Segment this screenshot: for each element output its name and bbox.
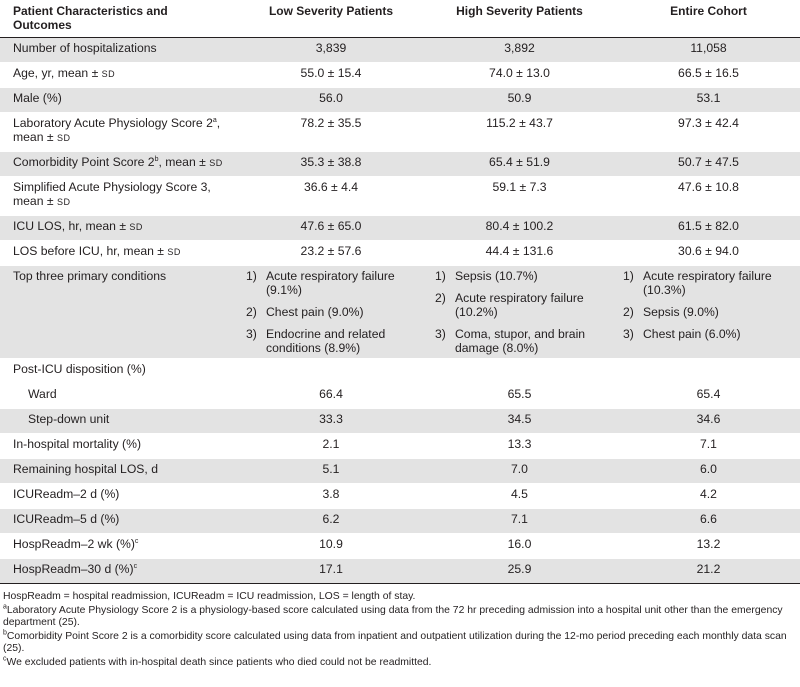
cell-high: 34.5 <box>422 409 610 434</box>
table-row <box>0 459 800 484</box>
table-row <box>0 63 800 88</box>
row-label: Remaining hospital LOS, d <box>0 459 233 484</box>
table-row <box>0 88 800 113</box>
cell-high: 80.4 ± 100.2 <box>422 216 610 241</box>
table-row <box>0 384 800 409</box>
cell-low-conditions <box>233 266 422 359</box>
cell-low: 5.1 <box>233 459 422 484</box>
condition-list <box>623 269 794 341</box>
table-row <box>0 509 800 534</box>
cell-high: 44.4 ± 131.6 <box>422 241 610 266</box>
cell-high: 7.0 <box>422 459 610 484</box>
row-label: In-hospital mortality (%) <box>0 434 233 459</box>
cell-low: 56.0 <box>233 88 422 113</box>
cell-entire: 4.2 <box>610 484 800 509</box>
row-label: Male (%) <box>0 88 233 113</box>
row-label: Comorbidity Point Score 2$^b$, mean ± SD <box>0 152 233 177</box>
list-item: 2) Sepsis (9.0%) <box>623 305 719 319</box>
cell-high: 50.9 <box>422 88 610 113</box>
footnote-abbreviations: HospReadm = hospital readmission, ICUReadm = ICU readmission, LOS = length of stay. <box>3 591 416 602</box>
row-label: ICUReadm–5 d (%) <box>0 509 233 534</box>
row-label: Number of hospitalizations <box>0 38 233 63</box>
row-label: Step-down unit <box>0 409 233 434</box>
cell-entire: 61.5 ± 82.0 <box>610 216 800 241</box>
cell-entire: 97.3 ± 42.4 <box>610 113 800 152</box>
table-row <box>0 216 800 241</box>
cell-low: 78.2 ± 35.5 <box>233 113 422 152</box>
condition-list <box>246 269 416 355</box>
list-item: 2) Acute respiratory failure (10.2%) <box>435 291 584 319</box>
cell-entire: 47.6 ± 10.8 <box>610 177 800 216</box>
cell-entire-conditions <box>610 266 800 359</box>
table-row <box>0 113 800 152</box>
list-item: 3) Coma, stupor, and brain damage (8.0%) <box>435 327 586 355</box>
cell-high: 7.1 <box>422 509 610 534</box>
cell-high: 16.0 <box>422 534 610 559</box>
cell-entire: 13.2 <box>610 534 800 559</box>
list-item: 3) Chest pain (6.0%) <box>623 327 741 341</box>
row-label: Top three primary conditions <box>0 266 233 359</box>
cell-high: 25.9 <box>422 559 610 584</box>
cell-high-conditions <box>422 266 610 359</box>
table-row <box>0 559 800 584</box>
row-label: HospReadm–30 d (%)$^c$ <box>0 559 233 584</box>
row-label: LOS before ICU, hr, mean ± SD <box>0 241 233 266</box>
row-label: Ward <box>0 384 233 409</box>
header-entire-cohort: Entire Cohort <box>610 0 800 38</box>
table-row-top-conditions <box>0 266 800 359</box>
cell-entire: 11,058 <box>610 38 800 63</box>
footnote-a: $^a$Laboratory Acute Physiology Score 2 is a physiology-based score calculated using data from the 72 hr preceding admission into a hospital unit other than the emergency department (25). <box>3 603 783 628</box>
table-row <box>0 177 800 216</box>
table-row <box>0 241 800 266</box>
cell-low: 47.6 ± 65.0 <box>233 216 422 241</box>
cell-entire: 6.0 <box>610 459 800 484</box>
row-label: ICU LOS, hr, mean ± SD <box>0 216 233 241</box>
cell-entire: 53.1 <box>610 88 800 113</box>
table-row <box>0 409 800 434</box>
header-high-severity: High Severity Patients <box>422 0 610 38</box>
cell-low: 23.2 ± 57.6 <box>233 241 422 266</box>
list-item: 1) Sepsis (10.7%) <box>435 269 538 283</box>
cell-low: 66.4 <box>233 384 422 409</box>
row-label: Post-ICU disposition (%) <box>0 359 233 384</box>
header-row <box>0 0 800 38</box>
cell-low: 10.9 <box>233 534 422 559</box>
cell-low: 55.0 ± 15.4 <box>233 63 422 88</box>
cell-high: 65.5 <box>422 384 610 409</box>
cell-low: 3.8 <box>233 484 422 509</box>
cell-entire: 34.6 <box>610 409 800 434</box>
cell-entire: 30.6 ± 94.0 <box>610 241 800 266</box>
footnote-b: $^b$Comorbidity Point Score 2 is a comorbidity score calculated using data from inpatient and outpatient utilization during the 12-mo period preceding each monthly data scan (25). <box>3 629 787 654</box>
cell-high: 59.1 ± 7.3 <box>422 177 610 216</box>
cell-high: 115.2 ± 43.7 <box>422 113 610 152</box>
cell-high: 74.0 ± 13.0 <box>422 63 610 88</box>
row-label: Simplified Acute Physiology Score 3, mean ± SD <box>0 177 233 216</box>
table-row <box>0 534 800 559</box>
cell-entire: 50.7 ± 47.5 <box>610 152 800 177</box>
table-row <box>0 434 800 459</box>
cell-low: 36.6 ± 4.4 <box>233 177 422 216</box>
cell-entire: 65.4 <box>610 384 800 409</box>
list-item: 1) Acute respiratory failure (9.1%) <box>246 269 395 297</box>
header-characteristics: Patient Characteristics and Outcomes <box>0 0 233 38</box>
condition-list <box>435 269 604 355</box>
cell-low: 35.3 ± 38.8 <box>233 152 422 177</box>
cell-low: 3,839 <box>233 38 422 63</box>
table-row <box>0 152 800 177</box>
table-row <box>0 38 800 63</box>
row-label: Laboratory Acute Physiology Score 2$^a$, mean ± SD <box>0 113 233 152</box>
list-item: 2) Chest pain (9.0%) <box>246 305 364 319</box>
cell-entire: 66.5 ± 16.5 <box>610 63 800 88</box>
footnote-c: $^c$We excluded patients with in-hospital death since patients who died could not be readmitted. <box>3 655 432 668</box>
cell-low: 17.1 <box>233 559 422 584</box>
cell-entire: 7.1 <box>610 434 800 459</box>
cell-entire: 6.6 <box>610 509 800 534</box>
list-item: 1) Acute respiratory failure (10.3%) <box>623 269 772 297</box>
cell-high: 3,892 <box>422 38 610 63</box>
cell-entire: 21.2 <box>610 559 800 584</box>
cell-low: 33.3 <box>233 409 422 434</box>
row-label: HospReadm–2 wk (%)$^c$ <box>0 534 233 559</box>
cell-low: 6.2 <box>233 509 422 534</box>
table-footnotes <box>0 584 800 669</box>
row-label: Age, yr, mean ± SD <box>0 63 233 88</box>
table-row <box>0 359 800 384</box>
row-label: ICUReadm–2 d (%) <box>0 484 233 509</box>
cell-low: 2.1 <box>233 434 422 459</box>
list-item: 3) Endocrine and related conditions (8.9%) <box>246 327 386 355</box>
cell-high: 65.4 ± 51.9 <box>422 152 610 177</box>
header-low-severity: Low Severity Patients <box>233 0 422 38</box>
cell-high: 4.5 <box>422 484 610 509</box>
cell-high: 13.3 <box>422 434 610 459</box>
table-row <box>0 484 800 509</box>
